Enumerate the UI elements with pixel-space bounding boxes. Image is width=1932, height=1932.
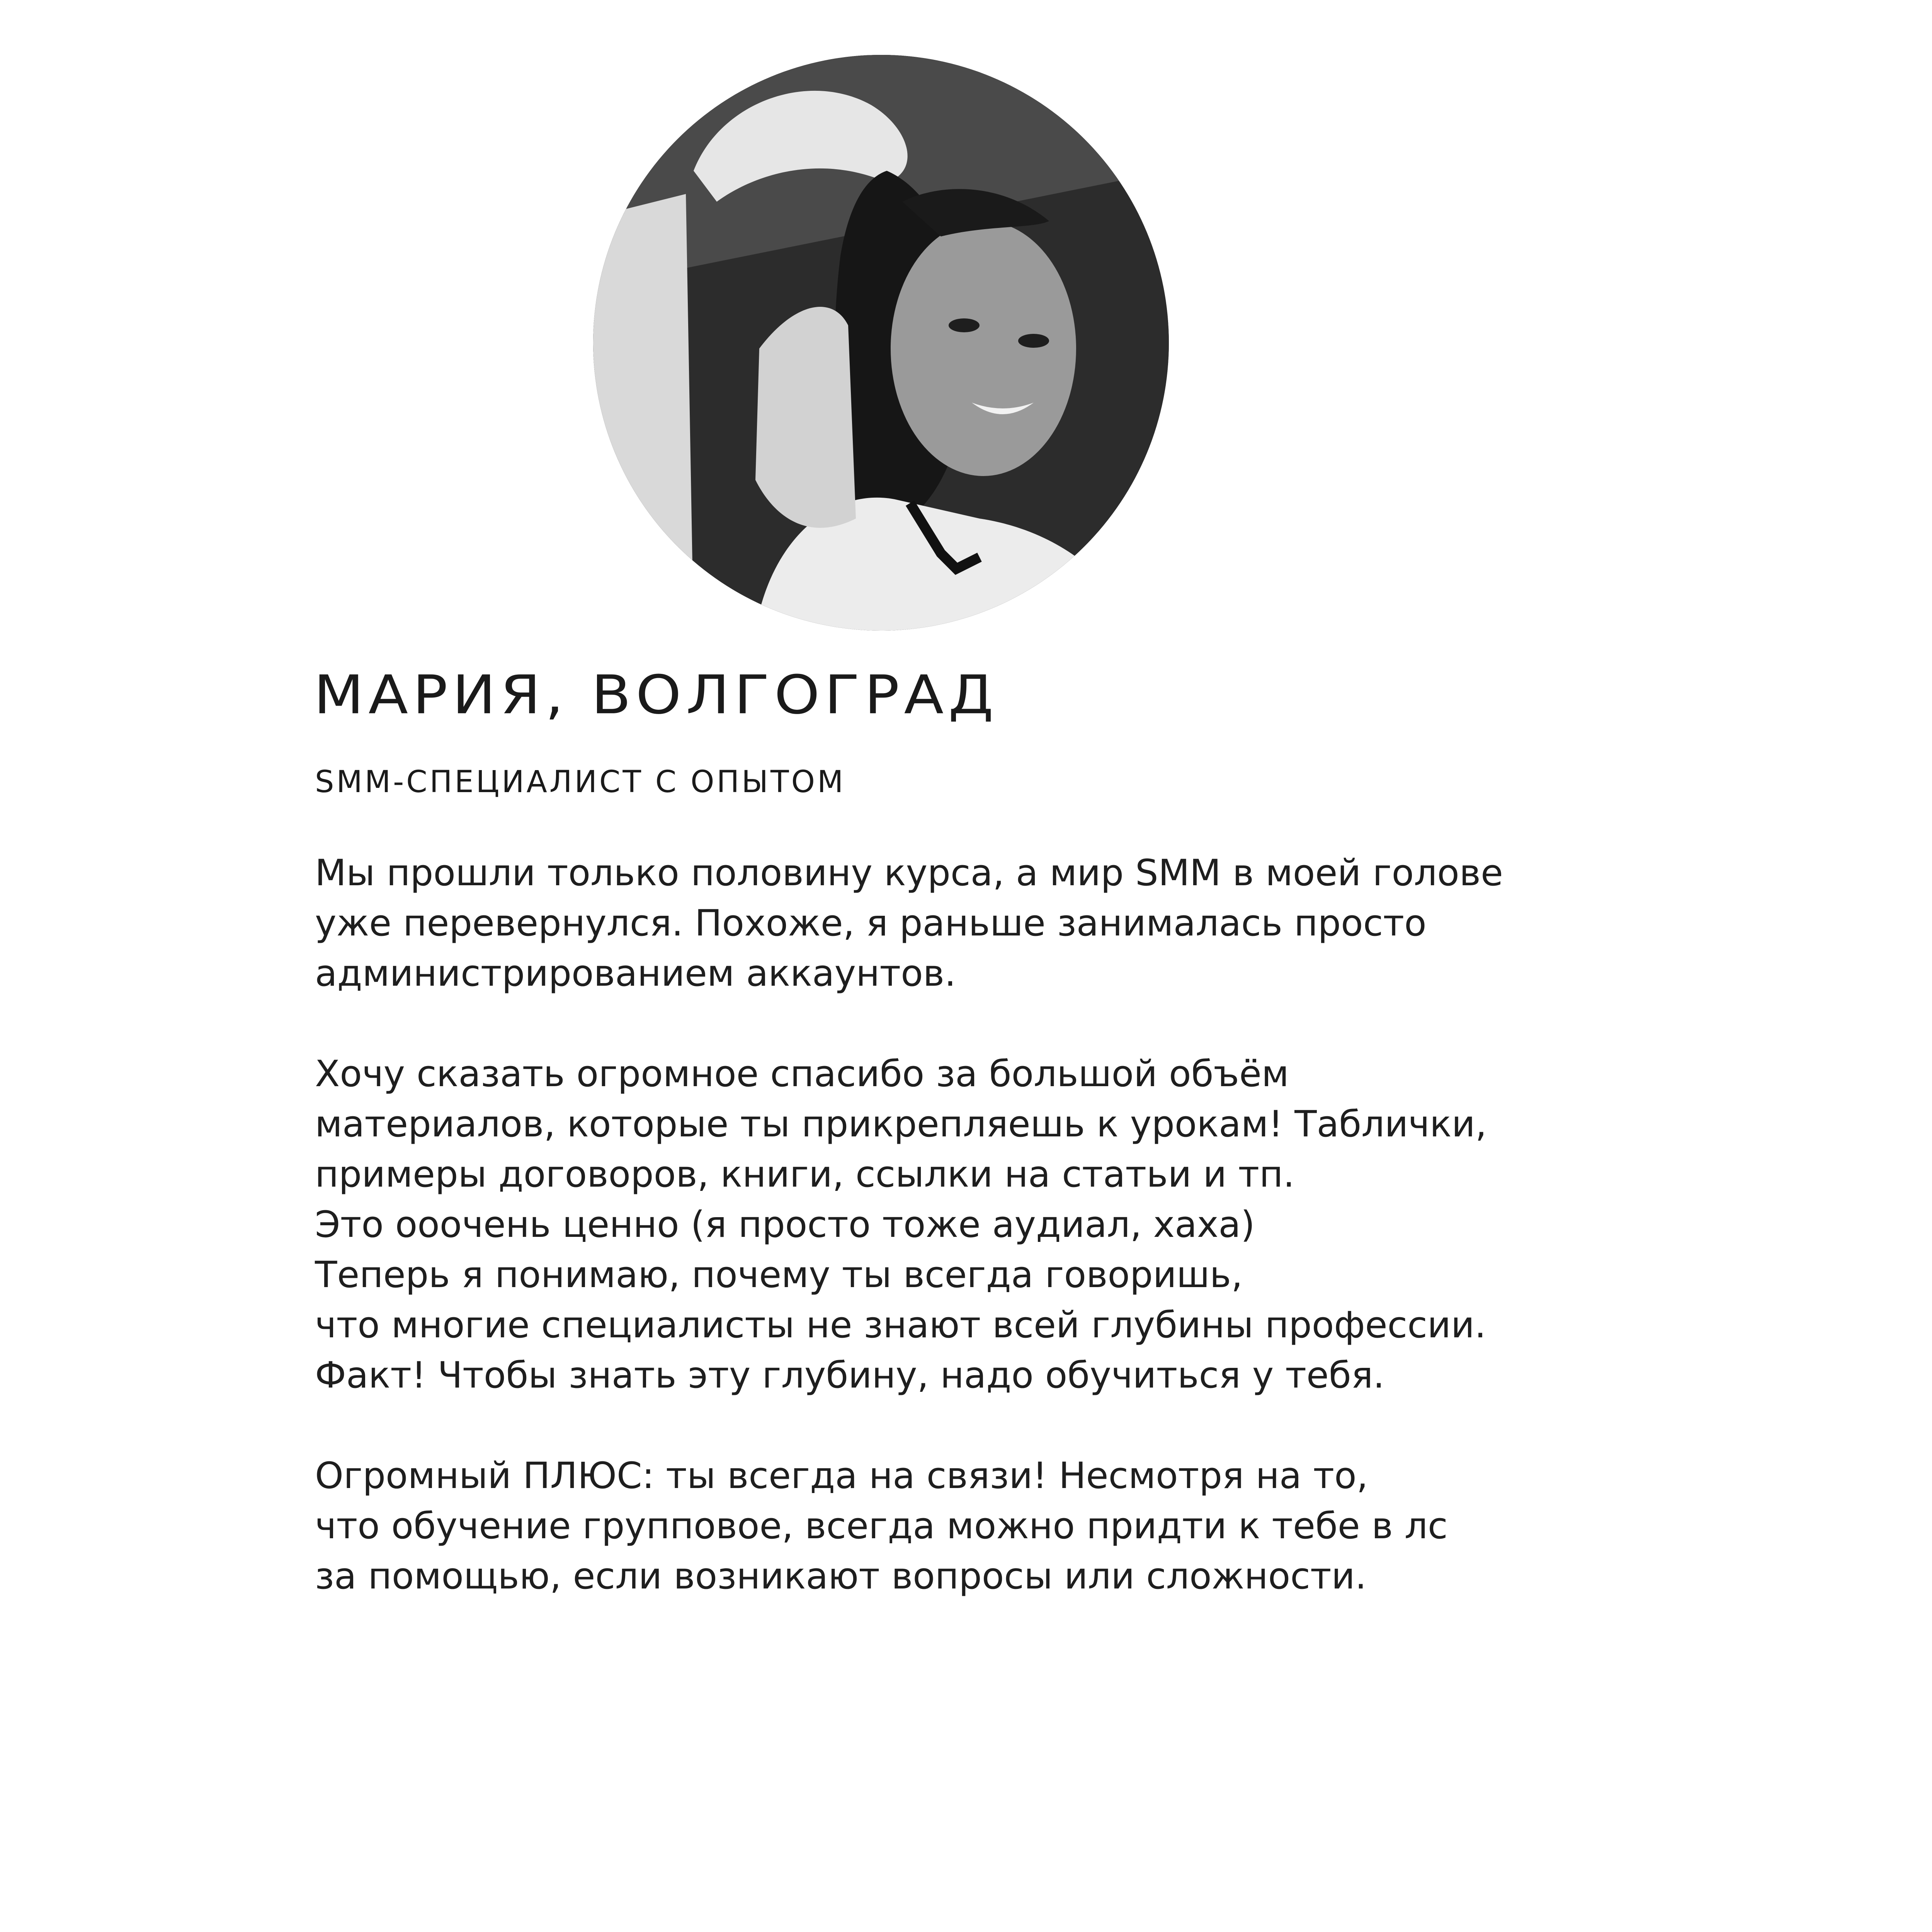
text-line: Теперь я понимаю, почему ты всегда говоришь, bbox=[315, 1254, 1243, 1296]
text-line: что многие специалисты не знают всей глубины профессии. bbox=[315, 1304, 1486, 1346]
text-line: администрированием аккаунтов. bbox=[315, 952, 956, 995]
text-line: уже перевернулся. Похоже, я раньше занималась просто bbox=[315, 902, 1427, 944]
text-line: Мы прошли только половину курса, а мир SMM в моей голове bbox=[315, 852, 1503, 894]
text-line: примеры договоров, книги, ссылки на статьи и тп. bbox=[315, 1153, 1295, 1196]
avatar bbox=[593, 55, 1169, 631]
text-line: Огромный ПЛЮС: ты всегда на связи! Несмотря на то, bbox=[315, 1455, 1368, 1497]
text-line: за помощью, если возникают вопросы или сложности. bbox=[315, 1555, 1367, 1597]
paragraph bbox=[315, 1451, 1899, 1602]
author-role: SMM-СПЕЦИАЛИСТ С ОПЫТОМ bbox=[315, 765, 846, 799]
paragraph bbox=[315, 848, 1899, 999]
text-line: материалов, которые ты прикрепляешь к урокам! Таблички, bbox=[315, 1103, 1487, 1145]
testimonial-text bbox=[315, 848, 1899, 1652]
avatar-photo bbox=[593, 55, 1169, 631]
author-name: МАРИЯ, ВОЛГОГРАД bbox=[314, 664, 998, 726]
text-line: что обучение групповое, всегда можно придти к тебе в лс bbox=[315, 1505, 1448, 1547]
paragraph bbox=[315, 1049, 1899, 1401]
text-line: Хочу сказать огромное спасибо за большой объём bbox=[315, 1053, 1289, 1095]
text-line: Это ооочень ценно (я просто тоже аудиал, хаха) bbox=[315, 1204, 1255, 1246]
text-line: Факт! Чтобы знать эту глубину, надо обучиться у тебя. bbox=[315, 1354, 1385, 1396]
